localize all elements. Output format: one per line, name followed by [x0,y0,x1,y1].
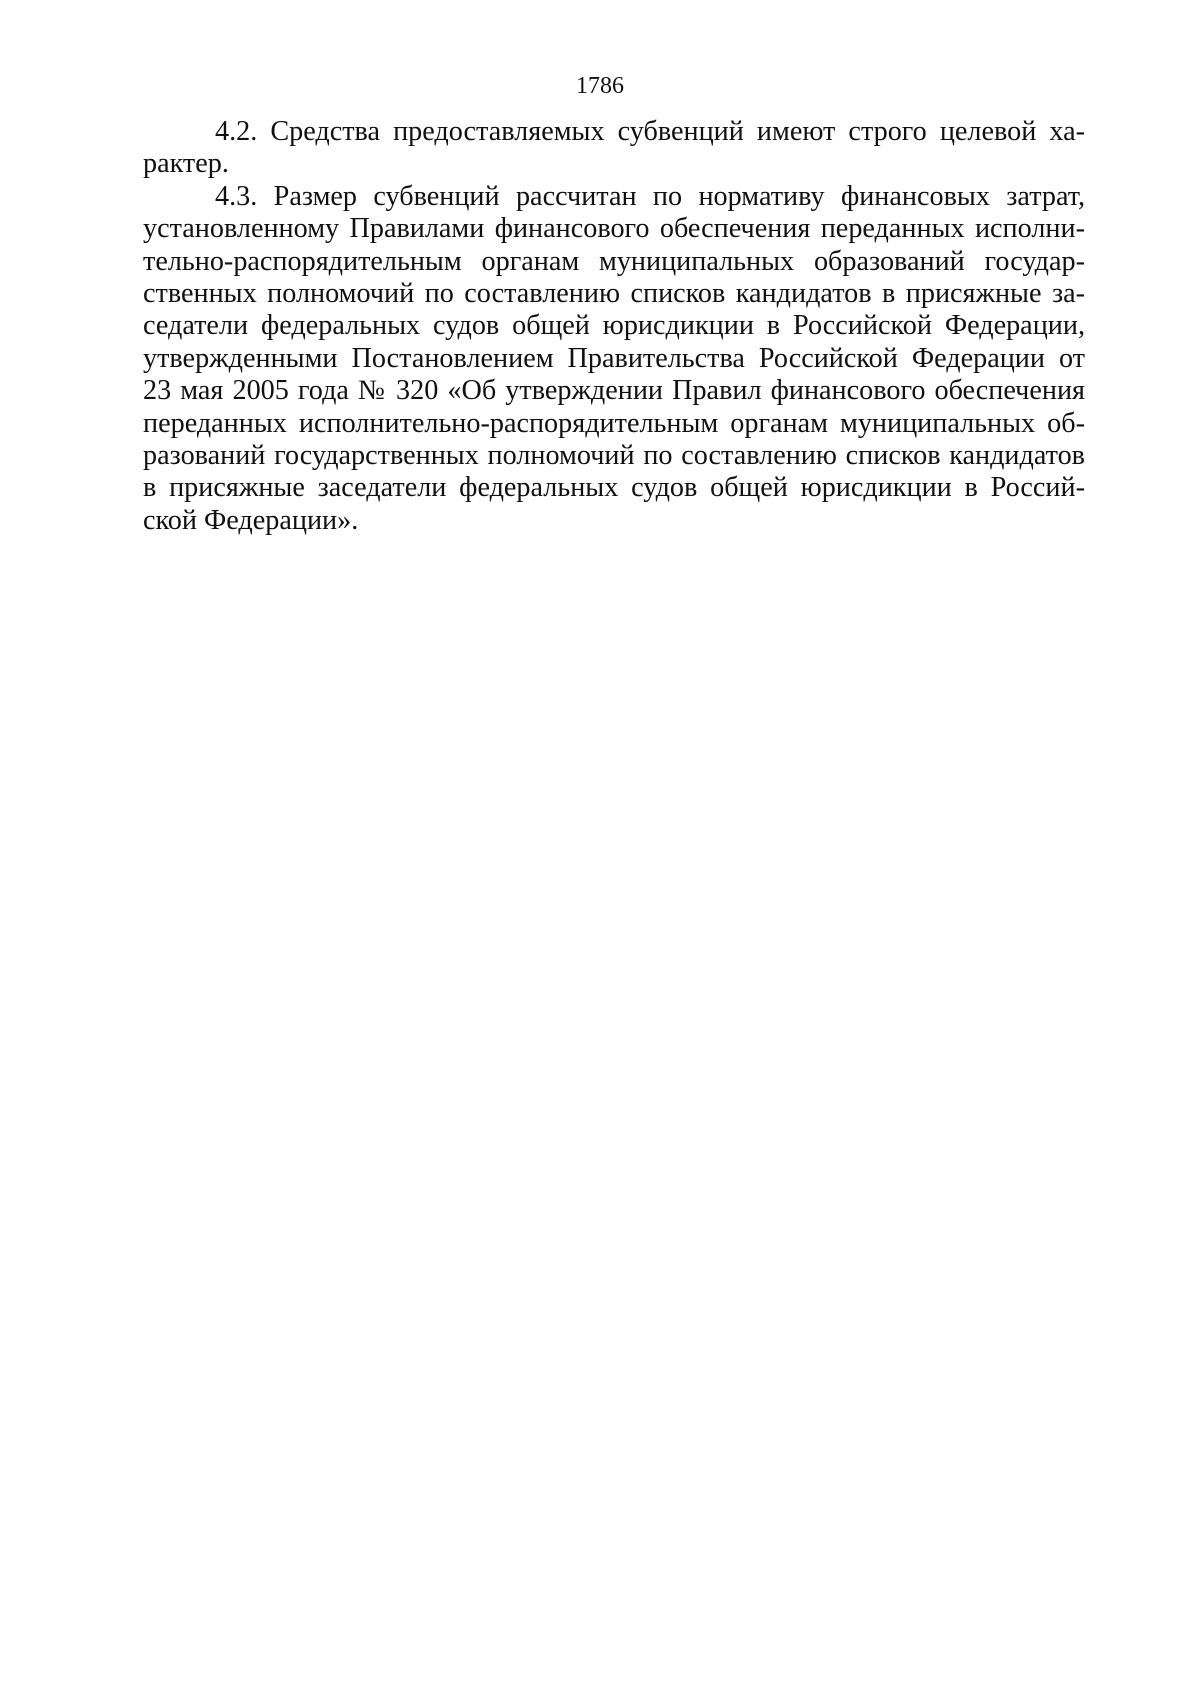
paragraph-line: 4.3. Размер субвенций рассчитан по нормативу финансовых затрат, [215,180,1085,212]
document-body [143,116,1085,537]
paragraph-line: установленному Правилами финансового обеспечения переданных исполни- [143,213,1085,245]
paragraph-line: переданных исполнительно-распорядительным органам муниципальных об- [143,407,1085,439]
paragraph-line: утвержденными Постановлением Правительства Российской Федерации от [143,342,1085,374]
paragraph-4-3 [143,181,1085,537]
paragraph-line: 23 мая 2005 года № 320 «Об утверждении Правил финансового обеспечения [143,375,1085,407]
paragraph-line: тельно-распорядительным органам муниципальных образований государ- [143,245,1085,277]
paragraph-line: 4.2. Средства предоставляемых субвенций имеют строго целевой ха- [215,116,1085,147]
paragraph-line: седатели федеральных судов общей юрисдикции в Российской Федерации, [143,310,1085,342]
paragraph-line: в присяжные заседатели федеральных судов общей юрисдикции в Россий- [143,472,1085,504]
paragraph-line: ской Федерации». [143,504,359,536]
paragraph-4-2 [143,116,1085,181]
paragraph-line: ственных полномочий по составлению списков кандидатов в присяжные за- [143,277,1085,309]
paragraph-line: рактер. [143,148,229,180]
page-number: 1786 [576,73,624,99]
paragraph-line: разований государственных полномочий по составлению списков кандидатов [143,439,1085,471]
